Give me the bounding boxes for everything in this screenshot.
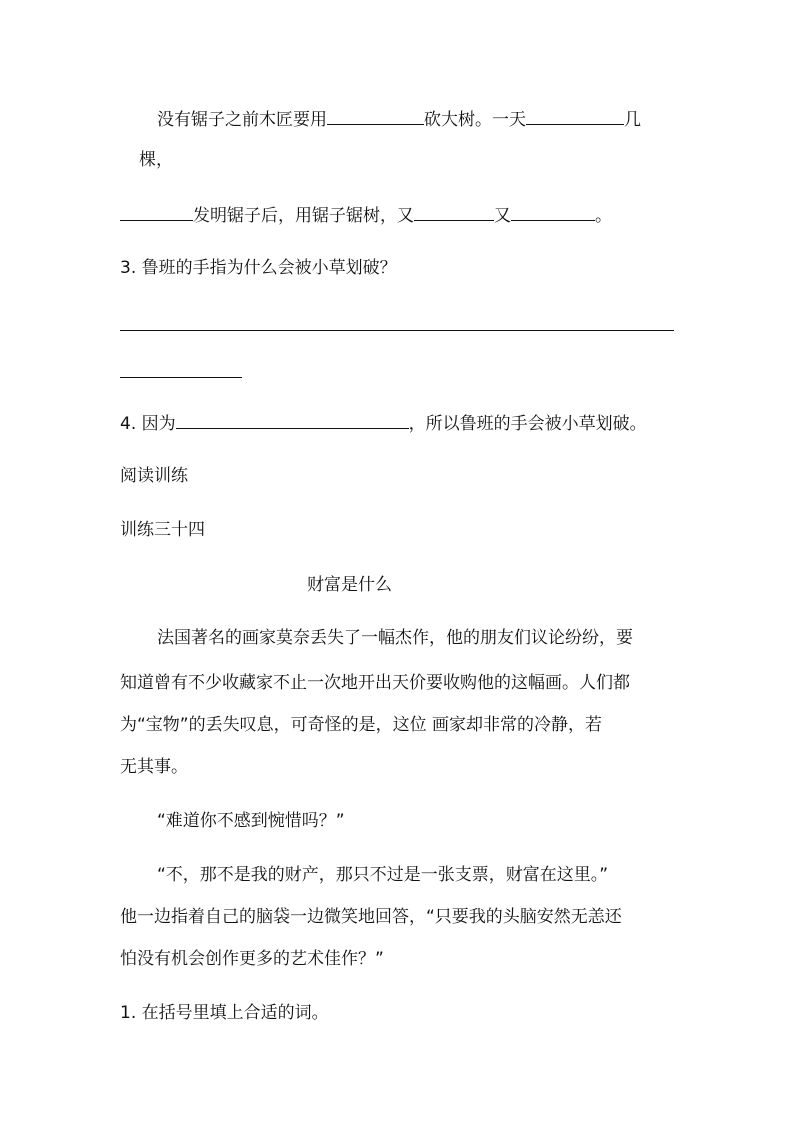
question-text: 4. 因为 [120,414,176,434]
question-4 [120,411,647,435]
question-text: 1. 在括号里填上合适的词。 [120,1003,329,1023]
answer-blank[interactable] [414,203,494,221]
paragraph-text: 法国著名的画家莫奈丢失了一幅杰作，他的朋友们议论纷纷，要 [157,628,633,648]
fill-text: 棵， [139,150,173,170]
answer-line[interactable] [120,330,674,331]
answer-blank[interactable] [526,107,624,125]
fill-line-2 [139,149,173,171]
fill-text: 几 [624,110,641,130]
paragraph-text: 怕没有机会创作更多的艺术佳作？” [120,949,384,969]
answer-blank[interactable] [176,411,409,429]
paragraph-text: “难道你不感到惋惜吗？” [157,811,345,831]
paragraph-line [120,948,384,970]
paragraph-line [120,714,602,736]
fill-text: 又 [494,206,511,226]
question-text: 3. 鲁班的手指为什么会被小草划破？ [120,258,397,278]
paragraph-line [120,672,630,694]
answer-line[interactable] [120,377,242,378]
section-label-text: 阅读训练 [120,466,188,486]
paragraph-line [120,906,622,928]
section-label [120,465,188,487]
question-text: ，所以鲁班的手会被小草划破。 [408,414,647,434]
fill-text: 砍大树。一天 [424,110,526,130]
exercise-label-text: 训练三十四 [120,520,205,540]
fill-line-3 [120,203,612,227]
question-1 [120,1002,329,1024]
paragraph-text: 知道曾有不少收藏家不止一次地开出天价要收购他的这幅画。人们都 [120,673,630,693]
paragraph-line [157,627,633,649]
article-title-text: 财富是什么 [307,575,392,595]
exercise-label [120,519,205,541]
fill-text: 没有锯子之前木匠要用 [157,110,327,130]
fill-text: 。 [595,206,612,226]
answer-blank[interactable] [120,203,193,221]
paragraph-line [157,810,345,832]
fill-line-1 [157,107,641,131]
article-title [307,574,392,596]
paragraph-text: 无其事。 [120,757,188,777]
answer-blank[interactable] [511,203,595,221]
paragraph-line [120,756,188,778]
fill-text: 发明锯子后，用锯子锯树，又 [193,206,414,226]
paragraph-text: “不，那不是我的财产，那只不过是一张支票，财富在这里。” [157,865,609,885]
question-3 [120,257,397,279]
paragraph-text: 他一边指着自己的脑袋一边微笑地回答，“只要我的头脑安然无恙还 [120,907,622,927]
paragraph-line [157,864,608,886]
answer-blank[interactable] [327,107,424,125]
paragraph-text: 为“宝物”的丢失叹息，可奇怪的是，这位 画家却非常的冷静，若 [120,715,603,735]
